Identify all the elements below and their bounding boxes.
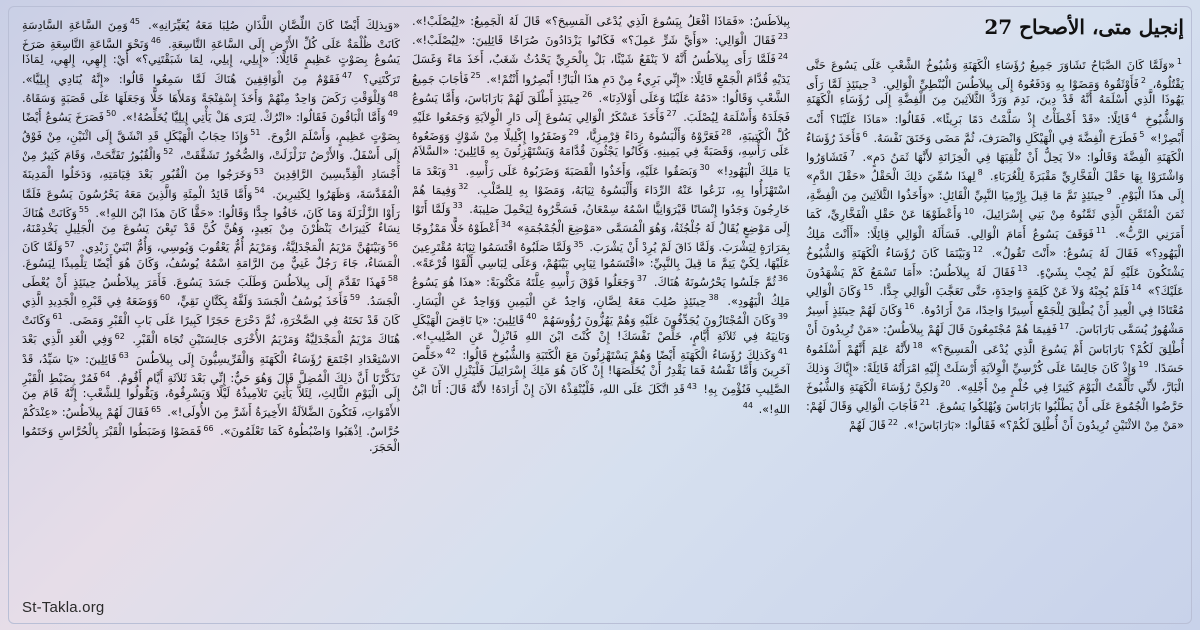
- verse-text: قَائِلِينَ: «يَا سَيِّدُ، قَدْ تَذَكَّرْنَا أَنَّ ذلِكَ الْمُضِلَّ قَالَ وَهُوَ حَيٌّ: إِنِّي بَعْدَ ثَلاَثَةِ أَيَّامٍ أَقُومُ.: [22, 352, 400, 385]
- verse-text: وَلِلْوَقْتِ رَكَضَ وَاحِدٌ مِنْهُمْ وَأَخَذَ إِسْفِنْجَةً وَمَلأَهَا خَلًّا وَجَعَلَهَا عَلَى قَصَبَةٍ وَسَقَاهُ.: [22, 91, 386, 105]
- verse: [873, 129, 1146, 145]
- verse-text: حِينَئِذٍ لَمَّا رَأَى يَهُوذَا الَّذِي أَسْلَمَهُ أَنَّهُ قَدْ دِينَ، نَدِمَ وَرَدَّ الثَّلاَثِينَ مِنَ الْفِضَّةِ إِلَى رُؤَسَاءِ الْكَهَنَةِ وَالشُّيُوخِ: [806, 77, 1184, 126]
- verse-number: 51: [250, 128, 261, 138]
- verse-number: 46: [150, 36, 162, 46]
- verse-number: 18: [912, 340, 923, 350]
- text-column-middle: [412, 14, 790, 614]
- verse-text: فَأَخَذَ رُؤَسَاءُ الْكَهَنَةِ الْفِضَّةَ وَقَالُوا: «لاَ يَحِلُّ أَنْ نُلْقِيَهَا فِي الْخِزَانَةِ لأَنَّهَا ثَمَنُ دَمٍ».: [806, 131, 1184, 164]
- verse-number: 59: [349, 293, 361, 303]
- verse-text: فَأَخَذَ يُوسُفُ الْجَسَدَ وَلَفَّهُ بِكَتَّانٍ نَقِيٍّ،: [176, 295, 348, 309]
- verse-number: 63: [118, 350, 129, 360]
- verse-number: 58: [387, 274, 398, 284]
- verse-number: 41: [777, 347, 788, 357]
- verse-text: حِينَئِذٍ أَطْلَقَ لَهُمْ بَارَابَاسَ، وَأَمَّا يَسُوعُ فَجَلَدَهُ وَأَسْلَمَهُ لِيُصْلَبَ.: [412, 91, 790, 124]
- verse-number: 31: [448, 162, 459, 172]
- verse-text: قَائِلًا: «قَدْ أَخْطَأْتُ إِذْ سَلَّمْتُ دَمًا بَرِيئًا». فَقَالُوا: «مَاذَا عَلَيْنَا؟ أَنْتَ أَبْصِرْ!»: [806, 112, 1184, 145]
- verse-text: وَبَيْنَمَا كَانَ رُؤَسَاءُ الْكَهَنَةِ وَالشُّيُوخُ يَشْتَكُونَ عَلَيْهِ لَمْ يُجِبْ بِشَيْءٍ.: [806, 246, 1184, 279]
- verse: [412, 295, 721, 308]
- verse-text: وَلَمَّا صَلَبُوهُ اقْتَسَمُوا ثِيَابَهُ مُقْتَرِعِينَ عَلَيْهَا، لِكَيْ يَتِمَّ مَا قِيلَ بِالنَّبِيِّ: «اقْتَسَمُوا ثِيَابِي بَيْنَهُمْ، وَعَلَى لِبَاسِي أَلْقَوْا قُرْعَةً».: [412, 241, 790, 270]
- verse-number: 33: [452, 201, 463, 211]
- verse-text: قَدِ اتَّكَلَ عَلَى اللهِ، فَلْيُنْقِذْهُ الآنَ إِنْ أَرَادَهُ! لأَنَّهُ قَالَ: أَنَا ابْنُ اللهِ!».: [412, 383, 790, 416]
- verse-text: فَهذَا تَقَدَّمَ إِلَى بِيلاَطُسَ وَطَلَبَ جَسَدَ يَسُوعَ. فَأَمَرَ بِيلاَطُسُ حِينَئِذٍ أَنْ يُعْطَى الْجَسَدُ.: [22, 275, 400, 309]
- verse-number: 39: [777, 312, 789, 322]
- site-watermark: St-Takla.org: [22, 599, 105, 616]
- verse-text: قَالَ لَهُمْ: [849, 419, 886, 433]
- verse-text: وَبَصَقُوا عَلَيْهِ، وَأَخَذُوا الْقَصَبَةَ وَضَرَبُوهُ عَلَى رَأْسِهِ.: [465, 164, 698, 178]
- verse: [462, 349, 790, 362]
- verse-text: بِيلاَطُسُ: «فَمَاذَا أَفْعَلُ بِيَسُوعَ الَّذِي يُدْعَى الْمَسِيحَ؟» قَالَ لَهُ الْجَمِيعُ: «لِيُصْلَبْ!».: [412, 15, 790, 28]
- verse-text: وَنَحْوَ السَّاعَةِ التَّاسِعَةِ صَرَخَ يَسُوعُ بِصَوْتٍ عَظِيمٍ قَائِلًا: «إِيلِي، إِيلِي، لِمَا شَبَقْتَنِي؟» أَيْ: إِلهِي، إِلهِي، لِمَاذَا تَرَكْتَنِي؟: [22, 37, 400, 86]
- verse: [883, 78, 1148, 91]
- verse-number: 2: [1140, 76, 1147, 86]
- verse-number: 28: [721, 128, 732, 138]
- verse-number: 32: [458, 182, 469, 192]
- verse-number: 66: [203, 423, 214, 433]
- verse-number: 49: [387, 109, 398, 119]
- verse-number: 48: [387, 89, 398, 99]
- verse-text: وَكَانَتْ هُنَاكَ نِسَاءٌ كَثِيرَاتٌ يَنْظُرْنَ مِنْ بَعِيدٍ، وَهُنَّ كُنَّ قَدْ تَبِعْنَ يَسُوعَ مِنَ الْجَلِيلِ يَخْدِمْنَهُ،: [22, 206, 400, 236]
- verse-text: وَفِي الْغَدِ الَّذِي بَعْدَ الاسْتِعْدَادِ اجْتَمَعَ رُؤَسَاءُ الْكَهَنَةِ وَالْفَرِّيسِيُّونَ إِلَى بِيلاَطُسَ: [22, 333, 400, 366]
- verse: [741, 400, 755, 416]
- text-column-right: [806, 14, 1184, 614]
- verse-text: وَلَمَّا أَتَوْا إِلَى مَوْضِعٍ يُقَالُ لَهُ جُلْجُثَةُ، وَهُوَ الْمُسَمَّى «مَوْضِعَ الْجُمْجُمَةِ»: [412, 202, 790, 236]
- verse-text: وَأَعْطَوْهَا عَنْ حَقْلِ الْفَخَّارِيِّ، كَمَا أَمَرَنِي الرَّبُّ».: [806, 208, 1184, 241]
- verse-number: 10: [963, 206, 975, 216]
- verse-number: 45: [129, 17, 140, 26]
- verse-number: 55: [78, 204, 90, 214]
- verse-text: لأَنَّهُ عَلِمَ أَنَّهُمْ أَسْلَمُوهُ حَسَدًا.: [806, 342, 1184, 375]
- verse-number: 53: [253, 166, 264, 176]
- verse-text: «وَلَمَّا كَانَ الصَّبَاحُ تَشَاوَرَ جَمِيعُ رُؤَسَاءِ الْكَهَنَةِ وَشُيُوخُ الشَّعْبِ عَلَى يَسُوعَ حَتَّى يَقْتُلُوهُ،: [806, 58, 1184, 91]
- verse: [177, 295, 362, 308]
- verse-number: 20: [940, 379, 951, 389]
- verse-number: 44: [742, 400, 753, 410]
- verse-number: 47: [342, 70, 353, 80]
- verse-text: «خَلَّصَ آخَرِينَ وَأَمَّا نَفْسُهُ فَمَا يَقْدِرُ أَنْ يُخَلِّصَهَا! إِنْ كَانَ هُوَ مَلِكَ إِسْرَائِيلَ فَلْيَنْزِلِ الآنَ عَنِ الصَّلِيبِ فَنُؤْمِنَ بِهِ!: [412, 348, 790, 397]
- verse-number: 12: [972, 244, 983, 254]
- verse-number: 24: [777, 51, 788, 61]
- verse: [465, 162, 712, 178]
- verse-text: فَلَمْ يُجِبْهُ وَلاَ عَنْ كَلِمَةٍ وَاحِدَةٍ، حَتَّى تَعَجَّبَ الْوَالِي جِدًّا.: [879, 285, 1130, 299]
- verse-number: 38: [708, 293, 719, 303]
- verse-text: فَصَرَخَ يَسُوعُ أَيْضًا بِصَوْتٍ عَظِيمٍ، وَأَسْلَمَ الرُّوحَ.: [22, 110, 400, 144]
- verse-number: 50: [106, 109, 117, 119]
- verse: [81, 241, 400, 254]
- verse-text: فَمُرْ بِضَبْطِ الْقَبْرِ إِلَى الْيَوْمِ الثَّالِثِ، لِئَلاَّ يَأْتِيَ تَلاَمِيذُهُ لَيْلًا وَيَسْرِقُوهُ، وَيَقُولُوا لِلشَّعْبِ: إِنَّهُ قَامَ مِنَ الأَمْوَاتِ، فَتَكُونَ الضَّلاَلَةُ الأَخِيرَةُ أَشَرَّ مِنَ الأُولَى!».: [22, 371, 400, 420]
- verse-text: وَوَضَعَهُ فِي قَبْرِهِ الْجَدِيدِ الَّذِي كَانَ قَدْ نَحَتَهُ فِي الصَّخْرَةِ، ثُمَّ دَحْرَجَ حَجَرًا كَبِيرًا عَلَى بَابِ الْقَبْرِ وَمَضَى.: [22, 295, 400, 328]
- verse-text: فَقَالَ لَهُمْ بِيلاَطُسُ: «عِنْدَكُمْ حُرَّاسٌ. اِذْهَبُوا وَاضْبُطُوهُ كَمَا تَعْلَمُونَ».: [22, 406, 400, 439]
- verse-number: 30: [699, 162, 710, 172]
- verse-number: 3: [871, 76, 877, 86]
- verse-text: فَفِيمَا هُمْ مُجْتَمِعُونَ قَالَ لَهُمْ بِيلاَطُسُ: «مَنْ تُرِيدُونَ أَنْ أُطْلِقَ لَكُمْ؟ بَارَابَاسَ أَمْ يَسُوعَ الَّذِي يُدْعَى الْمَسِيحَ؟»: [806, 323, 1184, 356]
- verse-text: وَضَفَرُوا إِكْلِيلًا مِنْ شَوْكٍ وَوَضَعُوهُ عَلَى رَأْسِهِ، وَقَصَبَةً فِي يَمِينِهِ. وَكَانُوا يَجْثُونَ قُدَّامَهُ وَيَسْتَهْزِئُونَ بِهِ قَائِلِينَ: «السَّلاَمُ يَا مَلِكَ الْيَهُودِ!»: [412, 130, 790, 178]
- verse-text: وَإِذَا حِجَابُ الْهَيْكَلِ قَدِ انْشَقَّ إِلَى اثْنَيْنِ، مِنْ فَوْقُ إِلَى أَسْفَلُ. وَالأَرْضُ تَزَلْزَلَتْ، وَالصُّخُورُ تَشَقَّقَتْ،: [22, 130, 400, 163]
- verse: [542, 314, 790, 327]
- verse-text: وَفِيمَا هُمْ خَارِجُونَ وَجَدُوا إِنْسَانًا قَيْرَوَانِيًّا اسْمُهُ سِمْعَانُ، فَسَخَّرُوهُ لِيَحْمِلَ صَلِيبَهُ.: [412, 183, 790, 216]
- verse-number: 16: [904, 302, 915, 312]
- page-title: إنجيل متى، الأصحاح 27: [984, 15, 1184, 39]
- verse-number: 23: [777, 32, 788, 42]
- verse-text: وَخَرَجُوا مِنَ الْقُبُورِ بَعْدَ قِيَامَتِهِ، وَدَخَلُوا الْمَدِينَةَ الْمُقَدَّسَةَ، وَظَهَرُوا لِكَثِيرِينَ.: [22, 168, 400, 201]
- verse-number: 9: [1106, 187, 1112, 197]
- verse-text: وَكَانَتْ هُنَاكَ مَرْيَمُ الْمَجْدَلِيَّةُ وَمَرْيَمُ الأُخْرَى جَالِسَتَيْنِ تُجَاهَ الْقَبْرِ.: [22, 314, 400, 347]
- verse-number: 1: [1176, 57, 1182, 66]
- verse-text: وَلكِنَّ رُؤَسَاءَ الْكَهَنَةِ وَالشُّيُوخَ حَرَّضُوا الْجُمُوعَ عَلَى أَنْ يَطْلُبُوا بَارَابَاسَ وَيُهْلِكُوا يَسُوعَ.: [806, 380, 1184, 414]
- verse-number: 13: [1017, 264, 1028, 274]
- verse-text: فَمَضَوْا وَضَبَطُوا الْقَبْرَ بِالْحُرَّاسِ وَخَتَمُوا الْحَجَرَ.: [22, 425, 400, 454]
- verse-text: فَطَرَحَ الْفِضَّةَ فِي الْهَيْكَلِ وَانْصَرَفَ، ثُمَّ مَضَى وَخَنَقَ نَفْسَهُ.: [873, 131, 1138, 145]
- verse-text: وَإِذْ كَانَ جَالِسًا عَلَى كُرْسِيِّ الْوِلاَيَةِ أَرْسَلَتْ إِلَيْهِ امْرَأَتُهُ قَائِلَةً: «إِيَّاكَ وَذلِكَ الْبَارَّ، لأَنِّي تَأَلَّمْتُ الْيَوْمَ كَثِيرًا فِي حُلْمٍ مِنْ أَجْلِهِ».: [806, 361, 1184, 394]
- verse-number: 21: [919, 398, 931, 408]
- verse-text: وَالْقُبُورُ تَفَتَّحَتْ، وَقَامَ كَثِيرٌ مِنْ أَجْسَادِ الْقِدِّيسِينَ الرَّاقِدِينَ: [22, 149, 400, 182]
- verse: [880, 285, 1144, 298]
- verse-number: 19: [1138, 359, 1149, 369]
- verse-number: 42: [445, 347, 456, 357]
- verse-number: 26: [582, 89, 593, 99]
- verse-text: أَعْطَوْهُ خَلًّا مَمْزُوجًا بِمَرَارَةٍ لِيَشْرَبَ. وَلَمَّا ذَاقَ لَمْ يُرِدْ أَنْ يَشْرَبَ.: [412, 222, 790, 255]
- verse-number: 22: [887, 417, 898, 427]
- verse-number: 54: [254, 185, 265, 195]
- verse-text: فَقَوْمٌ مِنَ الْوَاقِفِينَ هُنَاكَ لَمَّا سَمِعُوا قَالُوا: «إِنَّهُ يُنَادِي إِيلِيَّا».: [22, 72, 341, 86]
- verse: [412, 34, 790, 47]
- verse-text: وَبَيْنَهُنَّ مَرْيَمُ الْمَجْدَلِيَّةُ، وَمَرْيَمُ أُمُّ يَعْقُوبَ وَيُوسِي، وَأُمُّ ابْنَيْ زَبْدِي.: [81, 241, 386, 255]
- verse-number: 29: [568, 128, 579, 138]
- verse-text: وَجَعَلُوا فَوْقَ رَأْسِهِ عِلَّتَهُ مَكْتُوبَةً: «هذَا هُوَ يَسُوعُ مَلِكُ الْيَهُودِ».: [412, 275, 790, 309]
- verse: [412, 15, 790, 28]
- verse-number: 27: [666, 109, 677, 119]
- verse-text: فَوَقَفَ يَسُوعُ أَمَامَ الْوَالِي. فَسَأَلَهُ الْوَالِي قِائِلًا: «أَأَنْتَ مَلِكُ الْيَهُودِ؟» فَقَالَ لَهُ يَسُوعُ: «أَنْتَ تَقُولُ».: [806, 227, 1184, 260]
- verse-number: 8: [977, 168, 983, 178]
- verse-number: 7: [849, 149, 855, 159]
- verse-number: 34: [500, 220, 512, 230]
- verse-number: 64: [100, 369, 111, 379]
- verse-text: فَأَخَذَ عَسْكَرُ الْوَالِي يَسُوعَ إِلَى دَارِ الْوِلاَيَةِ وَجَمَعُوا عَلَيْهِ كُلَّ الْكَتِيبَةِ،: [412, 110, 790, 144]
- verse-number: 25: [470, 70, 481, 80]
- verse-text: وَأَمَّا الْبَاقُونَ فَقَالُوا: «اتْرُكْ. لِنَرَى هَلْ يَأْتِي إِيلِيَّا يُخَلِّصُهُ!».: [122, 110, 386, 124]
- verse-number: 15: [863, 283, 874, 293]
- verse-number: 6: [862, 129, 868, 139]
- verse-number: 36: [777, 274, 789, 284]
- verse-text: وَكَانَ الْمُجْتَازُونَ يُجَدِّفُونَ عَلَيْهِ وَهُمْ يَهُزُّونَ رُؤُوسَهُمْ: [542, 314, 776, 328]
- verse-number: 17: [1059, 321, 1070, 331]
- verse-number: 65: [151, 404, 162, 414]
- verse: [849, 419, 900, 432]
- verse: [148, 19, 400, 32]
- verse-number: 35: [573, 239, 584, 249]
- verse-text: وَأَمَّا قَائِدُ الْمِئَةِ وَالَّذِينَ مَعَهُ يَحْرُسُونَ يَسُوعَ فَلَمَّا رَأَوْا الزَّلْزَلَةَ وَمَا كَانَ، خَافُوا جِدًّا وَقَالُوا: «حَقًّا كَانَ هذَا ابْنَ اللهِ!».: [22, 187, 400, 220]
- verse: [22, 70, 354, 86]
- verse-number: 43: [686, 381, 697, 391]
- verse-text: وَكَذلِكَ رُؤَسَاءُ الْكَهَنَةِ أَيْضًا وَهُمْ يَسْتَهْزِئُونَ مَعَ الْكَتَبَةِ وَالشُّيُوخِ قَالُوا:: [462, 348, 776, 362]
- verse-number: 14: [1131, 283, 1142, 293]
- verse-text: فَلَمَّا رَأَى بِيلاَطُسُ أَنَّهُ لاَ يَنْفَعُ شَيْئًا، بَلْ بِالْحَرِيِّ يَحْدُثُ شَغَبٌ، أَخَذَ مَاءً وَغَسَلَ يَدَيْهِ قُدَّامَ الْجَمْعِ قَائِلًا: «إِنِّي بَرِيءٌ مِنْ دَمِ هذَا الْبَارِّ! أَبْصِرُوا أَنْتُمْ!».: [412, 53, 790, 86]
- verse-number: 11: [1095, 225, 1107, 235]
- verse-text: وَكَانَ لَهُمْ حِينَئِذٍ أَسِيرٌ مَشْهُورٌ يُسَمَّى بَارَابَاسَ.: [806, 304, 1184, 337]
- verse-text: فَقَالَ الْوَالِي: «وَأَيَّ شَرٍّ عَمِلَ؟» فَكَانُوا يَزْدَادُونَ صُرَاخًا قَائِلِينَ: «لِيُصْلَبْ!».: [412, 34, 776, 48]
- verse-text: فَعَرَّوْهُ وَأَلْبَسُوهُ رِدَاءً قِرْمِزِيًّا،: [585, 130, 720, 144]
- verse-number: 52: [163, 147, 174, 157]
- verse-text: فَقَالَ لَهُ بِيلاَطُسُ: «أَمَا تَسْمَعُ كَمْ يَشْهَدُونَ عَلَيْكَ؟»: [806, 265, 1184, 299]
- verse-number: 61: [52, 312, 63, 322]
- verse-text: حِينَئِذٍ تَمَّ مَا قِيلَ بِإِرْمِيَا النَّبِيِّ الْقَائِلِ: «وَأَخَذُوا الثَّلاَثِينَ مِنَ الْفِضَّةِ، ثَمَنَ الْمُثَمَّنِ الَّذِي ثَمَّنُوهُ مِنْ بَنِي إِسْرَائِيلَ،: [806, 189, 1184, 222]
- verse: [654, 276, 790, 289]
- verse-text: لِهذَا سُمِّيَ ذلِكَ الْحَقْلُ «حَقْلَ الدَّمِ» إِلَى هذَا الْيَوْمِ.: [806, 170, 1184, 203]
- verse-number: 37: [636, 274, 648, 284]
- verse-text: فَأجَابَ جَمِيعُ الشَّعْبِ وَقَالُوا: «دَمُهُ عَلَيْنَا وَعَلَى أَوْلاَدِنَا».: [412, 72, 790, 105]
- verse-text: فَتَشَاوَرُوا وَاشْتَرَوْا بِهَا حَقْلَ الْفَخَّارِيِّ مَقْبَرَةً لِلْغُرَبَاءِ.: [806, 150, 1184, 184]
- verse-text: وَلَمَّا كَانَ الْمَسَاءُ، جَاءَ رَجُلٌ غَنِيٌّ مِنَ الرَّامَةِ اسْمُهُ يُوسُفُ، وَكَانَ هُوَ أَيْضًا تِلْمِيذًا لِيَسُوعَ.: [22, 241, 400, 270]
- verse-number: 57: [64, 239, 75, 249]
- verse-number: 40: [526, 312, 537, 322]
- verse-text: فَأَوْثَقُوهُ وَمَضَوْا بِهِ وَدَفَعُوهُ إِلَى بِيلاَطُسَ الْبُنْطِيِّ الْوَالِي.: [882, 77, 1139, 91]
- verse-text: فَأجَابَ الْوَالِي وَقَالَ لَهُمْ: «مَنْ مِنْ الاثْنَيْنِ تُرِيدُونَ أَنْ أُطْلِقَ لَكُمْ؟» فَقَالُوا: «بَارَابَاسَ!».: [806, 400, 1184, 433]
- verse-text: حِينَئِذٍ صُلِبَ مَعَهُ لِصَّانِ، وَاحِدٌ عَنِ الْيَمِينِ وَوَاحِدٌ عَنِ الْيَسَارِ.: [412, 295, 707, 309]
- verse-text: وَكَانَ الْوَالِي مُعْتَادًا فِي الْعِيدِ أَنْ يُطْلِقَ لِلْجَمْعِ أَسِيرًا وَاحِدًا، مَنْ أَرَادُوهُ.: [806, 285, 1184, 318]
- verse-number: 62: [114, 331, 125, 341]
- verse-number: 5: [1139, 129, 1145, 139]
- verse-text: وَمِنَ السَّاعَةِ السَّادِسَةِ كَانَتْ ظُلْمَةٌ عَلَى كُلِّ الأَرْضِ إِلَى السَّاعَةِ التَّاسِعَةِ.: [22, 18, 400, 51]
- verse-text: «وَبِذلِكَ أَيْضًا كَانَ اللِّصَّانِ اللَّذَانِ صُلِبَا مَعَهُ يُعَيِّرَانِهِ».: [148, 18, 400, 32]
- verse-text: وَبَعْدَ مَا اسْتَهْزَأُوا بِهِ، نَزَعُوا عَنْهُ الرِّدَاءَ وَأَلْبَسُوهُ ثِيَابَهُ، وَمَضَوْا بِهِ لِلصَّلْبِ.: [412, 164, 790, 197]
- verse-number: 60: [159, 293, 171, 303]
- verse: [22, 89, 400, 105]
- text-column-left: [22, 14, 400, 574]
- verse-text: قَائِلِينَ: «يَا نَاقِضَ الْهَيْكَلِ وَبَانِيَهُ فِي ثَلاَثَةِ أَيَّامٍ، خَلِّصْ نَفْسَكَ! إِنْ كُنْتَ ابْنَ اللهِ فَانْزِلْ عَنِ الصَّلِيبِ!».: [412, 314, 790, 343]
- verse-text: ثُمَّ جَلَسُوا يَحْرُسُونَهُ هُنَاكَ.: [653, 275, 776, 289]
- verse-number: 4: [1131, 110, 1137, 120]
- verse: [122, 111, 400, 124]
- verse: [586, 130, 734, 143]
- verse-number: 56: [387, 239, 398, 249]
